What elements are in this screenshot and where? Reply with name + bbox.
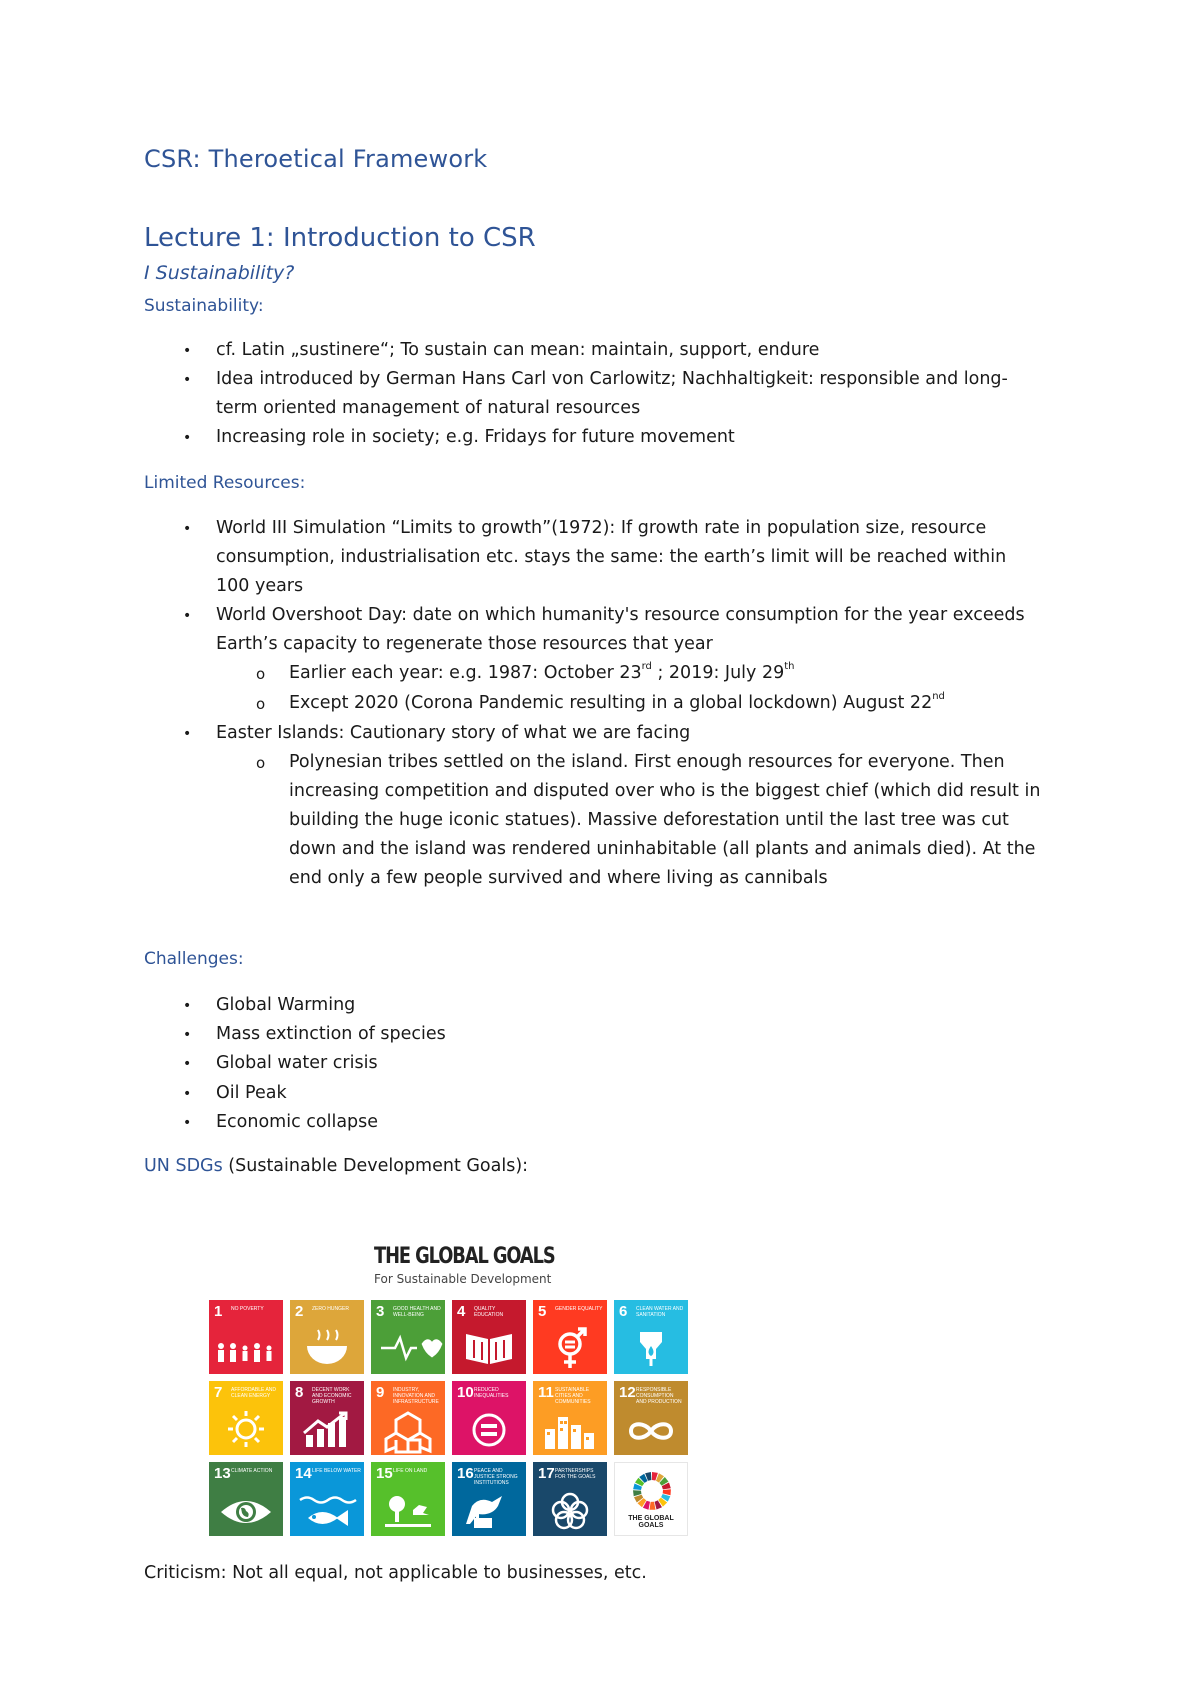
sdg-tile-number: 10 xyxy=(457,1384,474,1401)
bullet-marker: • xyxy=(183,1056,192,1072)
sdg-tile-8 xyxy=(290,1381,364,1455)
sdg-tile-number: 7 xyxy=(214,1384,223,1401)
sdg-tile-label: GENDER EQUALITY xyxy=(555,1306,603,1312)
sdg-tile-number: 5 xyxy=(538,1303,547,1320)
lecture-title: Lecture 1: Introduction to CSR xyxy=(144,223,536,253)
list-item-continuation: consumption, industrialisation etc. stays the same: the earth’s limit will be reached within xyxy=(216,547,1007,567)
sdg-tile-15 xyxy=(371,1462,445,1536)
bullet-marker: • xyxy=(183,1115,192,1131)
sdg-tile-1 xyxy=(209,1300,283,1374)
sdg-tile-label: AFFORDABLE AND CLEAN ENERGY xyxy=(231,1387,277,1399)
sdg-tile-number: 16 xyxy=(457,1465,474,1482)
sdg-tile-number: 12 xyxy=(619,1384,636,1401)
sdg-tile-number: 14 xyxy=(295,1465,312,1482)
list-item-continuation: Earth’s capacity to regenerate those resources that year xyxy=(216,634,713,654)
sub-list-item: Polynesian tribes settled on the island. First enough resources for everyone. Then xyxy=(289,752,1005,772)
sub-list-item: Earlier each year: e.g. 1987: October 23rd ; 2019: July 29th xyxy=(289,661,795,683)
sub-list-item-continuation: end only a few people survived and where living as cannibals xyxy=(289,868,828,888)
sdgs-heading: UN SDGs (Sustainable Development Goals): xyxy=(144,1156,529,1176)
sdg-tile-16 xyxy=(452,1462,526,1536)
bullet-marker: • xyxy=(183,343,192,359)
sdg-tile-label: REDUCED INEQUALITIES xyxy=(474,1387,509,1399)
sub-bullet-marker: o xyxy=(256,665,266,683)
sdg-tile-10 xyxy=(452,1381,526,1455)
challenges-heading: Challenges: xyxy=(144,949,244,969)
sdg-tile-label: RESPONSIBLE CONSUMPTION AND PRODUCTION xyxy=(636,1387,682,1405)
sdg-tile-number: 9 xyxy=(376,1384,385,1401)
challenge-item: Economic collapse xyxy=(216,1112,379,1132)
sdg-tile-12 xyxy=(614,1381,688,1455)
sub-list-item-continuation: down and the island was rendered uninhabitable (all plants and animals died). At the xyxy=(289,839,1036,859)
sdg-tile-9 xyxy=(371,1381,445,1455)
sdg-tile-label: PEACE AND JUSTICE STRONG INSTITUTIONS xyxy=(474,1468,518,1486)
bullet-marker: • xyxy=(183,726,192,742)
bullet-marker: • xyxy=(183,430,192,446)
sdg-tile-number: 2 xyxy=(295,1303,304,1320)
sustainability-heading: Sustainability: xyxy=(144,296,264,316)
bullet-marker: • xyxy=(183,998,192,1014)
challenge-item: Mass extinction of species xyxy=(216,1024,446,1044)
global-goals-subtitle: For Sustainable Development xyxy=(374,1272,552,1286)
sdg-tile-label: GOOD HEALTH AND WELL-BEING xyxy=(393,1306,441,1318)
sdg-tile-number: 13 xyxy=(214,1465,231,1482)
limited-resources-heading: Limited Resources: xyxy=(144,473,306,493)
list-item: Idea introduced by German Hans Carl von Carlowitz; Nachhaltigkeit: responsible and long- xyxy=(216,369,1008,389)
sdg-tile-label: PARTNERSHIPS FOR THE GOALS xyxy=(555,1468,596,1480)
list-item: Increasing role in society; e.g. Fridays for future movement xyxy=(216,427,735,447)
challenge-item: Global water crisis xyxy=(216,1053,378,1073)
sdg-tile-label: QUALITY EDUCATION xyxy=(474,1306,504,1318)
sdg-tile-number: 6 xyxy=(619,1303,628,1320)
list-item-continuation: term oriented management of natural resources xyxy=(216,398,641,418)
sdg-tile-number: 17 xyxy=(538,1465,555,1482)
list-item: World III Simulation “Limits to growth”(1972): If growth rate in population size, resource xyxy=(216,518,987,538)
bullet-marker: • xyxy=(183,608,192,624)
global-goals-title: THE GLOBAL GOALS xyxy=(374,1244,555,1269)
sdg-tile-label: ZERO HUNGER xyxy=(312,1306,349,1312)
sdg-tile-number: 1 xyxy=(214,1303,223,1320)
sdg-tile-number: 3 xyxy=(376,1303,385,1320)
sdg-tile-2 xyxy=(290,1300,364,1374)
list-item: cf. Latin „sustinere“; To sustain can mean: maintain, support, endure xyxy=(216,340,820,360)
list-item: Easter Islands: Cautionary story of what we are facing xyxy=(216,723,691,743)
sub-list-item-continuation: building the huge iconic statues). Massive deforestation until the last tree was cut xyxy=(289,810,1009,830)
sdg-tile-number: 4 xyxy=(457,1303,466,1320)
sdg-tile-6 xyxy=(614,1300,688,1374)
sdg-tile-4 xyxy=(452,1300,526,1374)
logo-tile-text: THE GLOBAL GOALS xyxy=(628,1515,674,1529)
sdg-tile-label: NO POVERTY xyxy=(231,1306,264,1312)
list-item-continuation: 100 years xyxy=(216,576,304,596)
section-subtitle: I Sustainability? xyxy=(144,262,295,284)
sdg-tile-11 xyxy=(533,1381,607,1455)
list-item: World Overshoot Day: date on which humanity's resource consumption for the year exceeds xyxy=(216,605,1025,625)
global-goals-logo-tile xyxy=(614,1462,688,1536)
sub-bullet-marker: o xyxy=(256,695,266,713)
sdg-tile-label: DECENT WORK AND ECONOMIC GROWTH xyxy=(312,1387,352,1405)
bullet-marker: • xyxy=(183,521,192,537)
sdg-tile-3 xyxy=(371,1300,445,1374)
sdg-tile-7 xyxy=(209,1381,283,1455)
sdg-tile-13 xyxy=(209,1462,283,1536)
sdg-tile-label: LIFE BELOW WATER xyxy=(312,1468,361,1474)
sdg-tile-number: 8 xyxy=(295,1384,304,1401)
sub-list-item: Except 2020 (Corona Pandemic resulting in a global lockdown) August 22nd xyxy=(289,691,945,713)
sub-list-item-continuation: increasing competition and disputed over who is the biggest chief (which did result in xyxy=(289,781,1041,801)
sdg-tile-17 xyxy=(533,1462,607,1536)
sub-bullet-marker: o xyxy=(256,754,266,772)
challenge-item: Global Warming xyxy=(216,995,356,1015)
bullet-marker: • xyxy=(183,1086,192,1102)
sdg-tile-label: LIFE ON LAND xyxy=(393,1468,428,1474)
sdg-tile-number: 15 xyxy=(376,1465,393,1482)
sdg-tile-label: INDUSTRY, INNOVATION AND INFRASTRUCTURE xyxy=(393,1387,439,1405)
document-title: CSR: Theroetical Framework xyxy=(144,145,488,173)
sdg-tile-label: CLIMATE ACTION xyxy=(231,1468,273,1474)
sdg-tile-number: 11 xyxy=(538,1384,554,1401)
challenge-item: Oil Peak xyxy=(216,1083,287,1103)
sdg-tile-label: CLEAN WATER AND SANITATION xyxy=(636,1306,684,1318)
sdg-tile-label: SUSTAINABLE CITIES AND COMMUNITIES xyxy=(555,1387,591,1405)
criticism-text: Criticism: Not all equal, not applicable to businesses, etc. xyxy=(144,1563,647,1583)
sdg-tile-5 xyxy=(533,1300,607,1374)
bullet-marker: • xyxy=(183,1027,192,1043)
sdg-tile-14 xyxy=(290,1462,364,1536)
bullet-marker: • xyxy=(183,372,192,388)
